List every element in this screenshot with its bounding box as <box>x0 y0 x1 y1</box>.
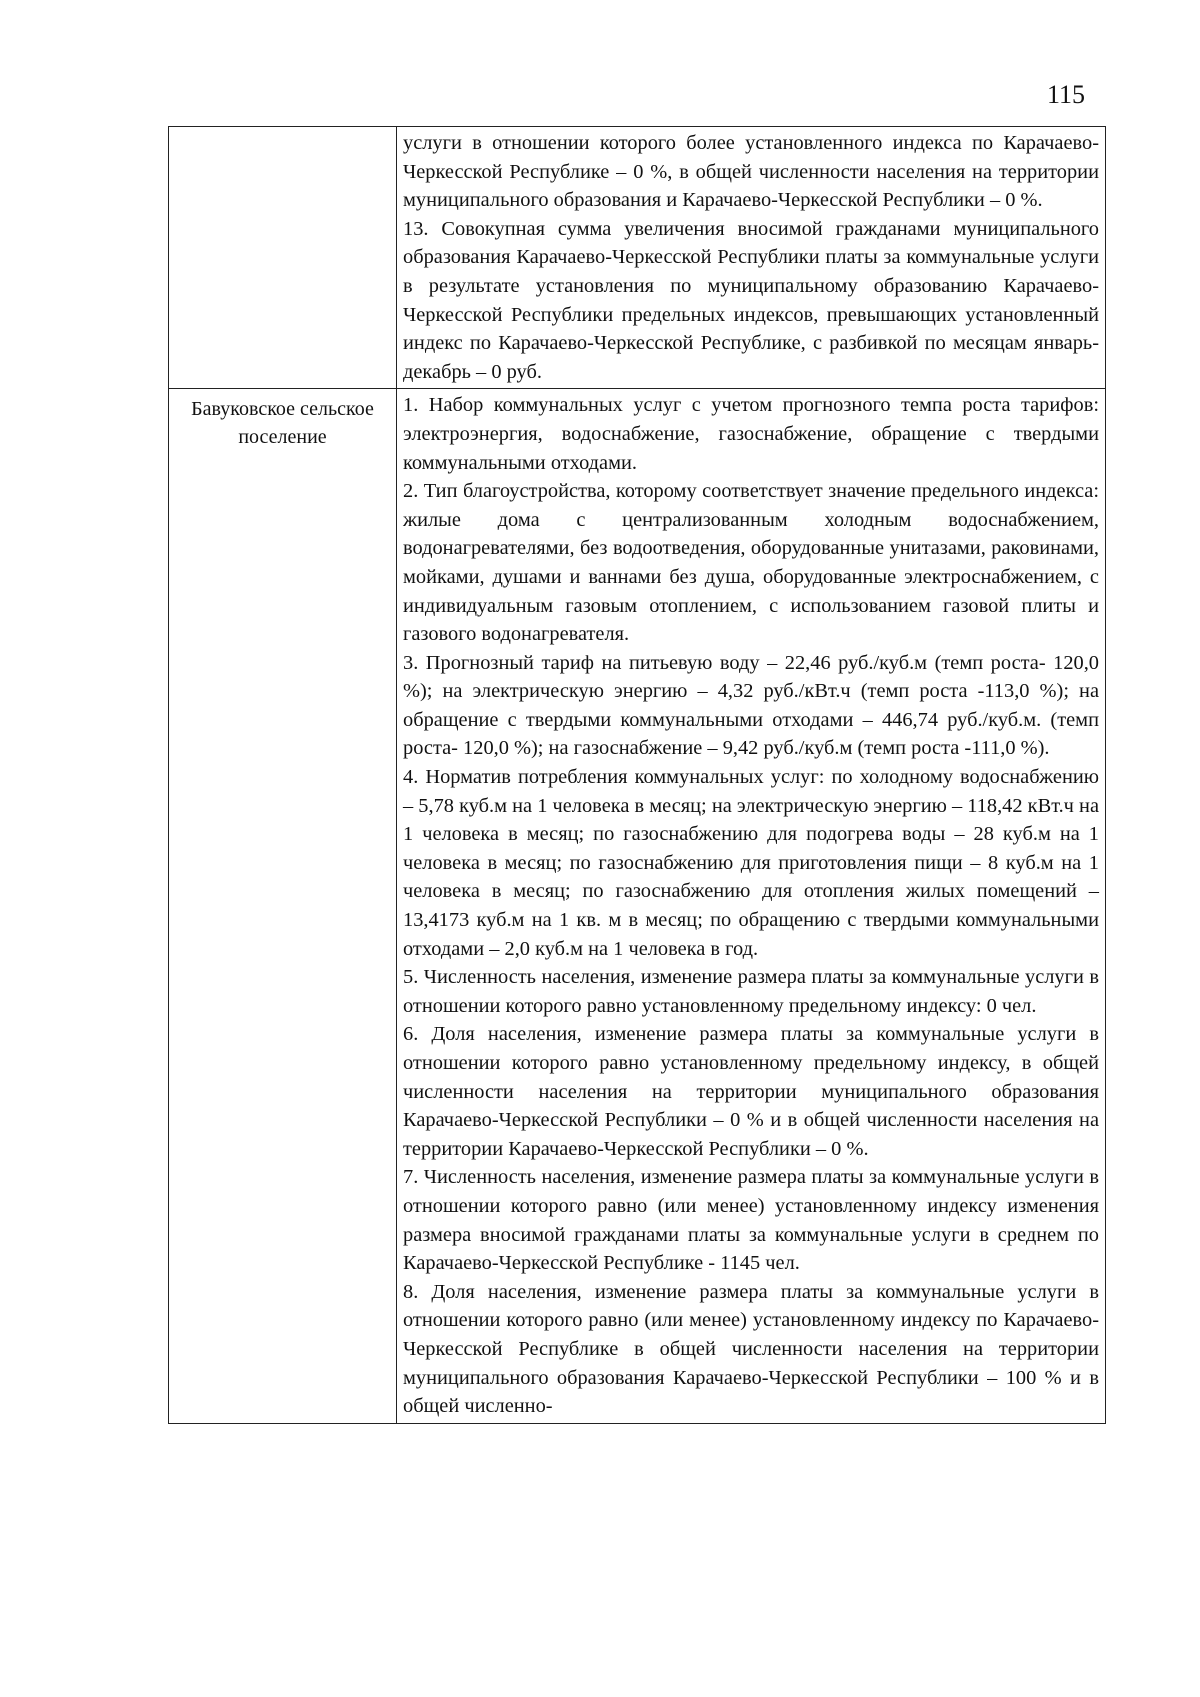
paragraph: 7. Численность населения, изменение размера платы за коммунальные услуги в отношении которого равно (или менее) установленному индексу изменения размера вносимой гражданами платы за коммунальные услуги в среднем по Карачаево-Черкесской Республике - 1145 чел. <box>403 1166 1099 1275</box>
municipality-cell <box>169 127 397 389</box>
table-row <box>169 389 1106 1423</box>
description-cell <box>397 389 1106 1423</box>
paragraph: услуги в отношении которого более установленного индекса по Карачаево-Черкесской Республике – 0 %, в общей численности населения на территории муниципального образования и Карачаево-Черкесской Республики – 0 %. <box>403 132 1099 212</box>
municipality-cell: Бавуковское сельское поселение <box>169 389 397 1423</box>
paragraph: 3. Прогнозный тариф на питьевую воду – 22,46 руб./куб.м (темп роста- 120,0 %); на электрическую энергию – 4,32 руб./кВт.ч (темп роста -113,0 %); на обращение с твердыми коммунальными отходами – 446,74 руб./куб.м. (темп роста- 120,0 %); на газоснабжение – 9,42 руб./куб.м (темп роста -111,0 %). <box>403 651 1099 760</box>
paragraph: 5. Численность населения, изменение размера платы за коммунальные услуги в отношении которого равно установленному предельному индексу: 0 чел. <box>403 966 1099 1017</box>
paragraph: 1. Набор коммунальных услуг с учетом прогнозного темпа роста тарифов: электроэнергия, водоснабжение, газоснабжение, обращение с твердыми коммунальными отходами. <box>403 394 1099 474</box>
paragraph: 13. Совокупная сумма увеличения вносимой гражданами муниципального образования Карачаево-Черкесской Республики платы за коммунальные услуги в результате установления по муниципальному образованию Карачаево-Черкесской Республики предельных индексов, превышающих установленный индекс по Карачаево-Черкесской Республике, с разбивкой по месяцам январь-декабрь – 0 руб. <box>403 217 1099 383</box>
table-row <box>169 127 1106 389</box>
page-number: 115 <box>1046 80 1085 109</box>
paragraph: 8. Доля населения, изменение размера платы за коммунальные услуги в отношении которого равно (или менее) установленному индексу по Карачаево-Черкесской Республике в общей численности населения на территории муниципального образования Карачаево-Черкесской Республики – 100 % и в общей численно- <box>403 1280 1099 1418</box>
description-cell <box>397 127 1106 389</box>
paragraph: 2. Тип благоустройства, которому соответствует значение предельного индекса: жилые дома с централизованным холодным водоснабжением, водонагревателями, без водоотведения, оборудованные унитазами, раковинами, мойками, душами и ваннами без душа, оборудованные электроснабжением, с индивидуальным газовым отоплением, с использованием газовой плиты и газового водонагревателя. <box>403 480 1099 646</box>
paragraph: 6. Доля населения, изменение размера платы за коммунальные услуги в отношении которого равно установленному предельному индексу, в общей численности населения на территории муниципального образования Карачаево-Черкесской Республики – 0 % и в общей численности населения на территории Карачаево-Черкесской Республики – 0 %. <box>403 1023 1099 1160</box>
paragraph: 4. Норматив потребления коммунальных услуг: по холодному водоснабжению – 5,78 куб.м на 1 человека в месяц; на электрическую энергию – 118,42 кВт.ч на 1 человека в месяц; по газоснабжению для подогрева воды – 28 куб.м на 1 человека в месяц; по газоснабжению для приготовления пищи – 8 куб.м на 1 человека в месяц; по газоснабжению для отопления жилых помещений – 13,4173 куб.м на 1 кв. м в месяц; по обращению с твердыми коммунальными отходами – 2,0 куб.м на 1 человека в год. <box>403 766 1099 960</box>
document-table <box>168 126 1106 1424</box>
